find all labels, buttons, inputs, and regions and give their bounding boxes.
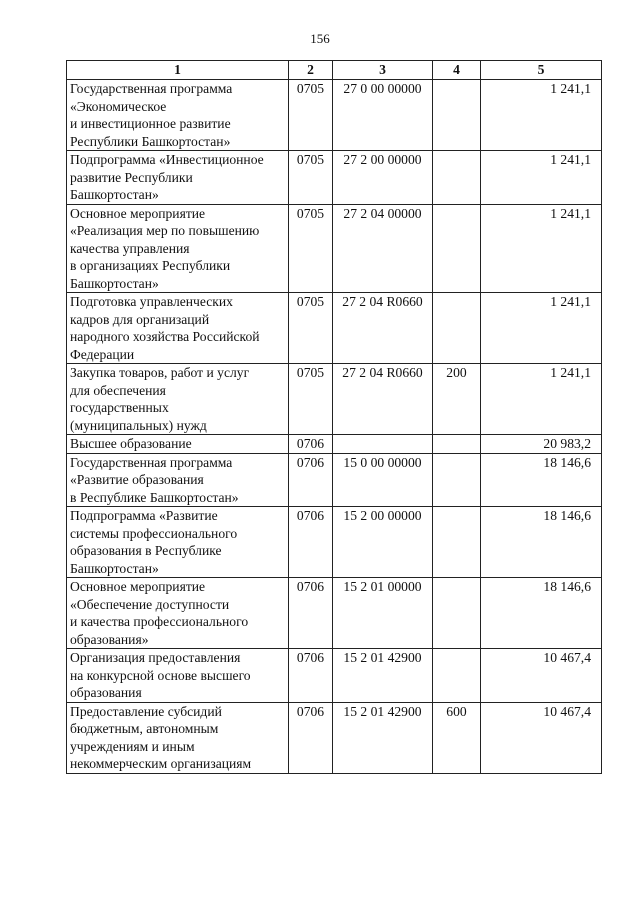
table-row <box>67 151 602 205</box>
row-target-code-cell: 15 2 00 00000 <box>333 507 433 578</box>
row-target-code-cell: 27 2 04 R0660 <box>333 293 433 364</box>
row-target-code-cell <box>333 435 433 454</box>
row-name-cell: Основное мероприятие «Обеспечение доступности и качества профессионального образования» <box>67 578 289 649</box>
row-name-cell: Подпрограмма «Развитие системы профессионального образования в Республике Башкортостан» <box>67 507 289 578</box>
table-row <box>67 80 602 151</box>
header-col-1: 1 <box>67 61 289 80</box>
row-section-cell: 0705 <box>289 364 333 435</box>
row-target-code-cell: 15 0 00 00000 <box>333 453 433 507</box>
row-expense-type-cell <box>433 80 481 151</box>
row-expense-type-cell: 600 <box>433 702 481 773</box>
row-section-cell: 0705 <box>289 80 333 151</box>
row-amount-cell: 1 241,1 <box>481 364 602 435</box>
row-section-cell: 0706 <box>289 578 333 649</box>
row-section-cell: 0706 <box>289 702 333 773</box>
row-amount-cell: 18 146,6 <box>481 578 602 649</box>
row-name-cell: Основное мероприятие «Реализация мер по повышению качества управления в организациях Республики Башкортостан» <box>67 204 289 293</box>
row-expense-type-cell <box>433 507 481 578</box>
row-section-cell: 0706 <box>289 453 333 507</box>
row-amount-cell: 10 467,4 <box>481 702 602 773</box>
table-body <box>67 80 602 774</box>
row-target-code-cell: 27 0 00 00000 <box>333 80 433 151</box>
row-name-cell: Подготовка управленческих кадров для организаций народного хозяйства Российской Федерации <box>67 293 289 364</box>
row-amount-cell: 1 241,1 <box>481 204 602 293</box>
row-target-code-cell: 27 2 04 00000 <box>333 204 433 293</box>
row-section-cell: 0706 <box>289 507 333 578</box>
row-amount-cell: 18 146,6 <box>481 507 602 578</box>
budget-table <box>66 60 602 774</box>
row-target-code-cell: 27 2 04 R0660 <box>333 364 433 435</box>
row-expense-type-cell <box>433 151 481 205</box>
table-row <box>67 364 602 435</box>
table-row <box>67 649 602 703</box>
table-header-row <box>67 61 602 80</box>
table-row <box>67 435 602 454</box>
table-row <box>67 453 602 507</box>
table-row <box>67 204 602 293</box>
row-name-cell: Государственная программа «Развитие образования в Республике Башкортостан» <box>67 453 289 507</box>
row-name-cell: Предоставление субсидий бюджетным, автономным учреждениям и иным некоммерческим организациям <box>67 702 289 773</box>
row-section-cell: 0706 <box>289 435 333 454</box>
row-name-cell: Организация предоставления на конкурсной основе высшего образования <box>67 649 289 703</box>
row-amount-cell: 1 241,1 <box>481 293 602 364</box>
row-expense-type-cell <box>433 578 481 649</box>
page-number: 156 <box>310 31 330 46</box>
row-expense-type-cell: 200 <box>433 364 481 435</box>
row-expense-type-cell <box>433 649 481 703</box>
row-amount-cell: 20 983,2 <box>481 435 602 454</box>
row-expense-type-cell <box>433 435 481 454</box>
table-row <box>67 507 602 578</box>
row-section-cell: 0706 <box>289 649 333 703</box>
row-target-code-cell: 15 2 01 42900 <box>333 649 433 703</box>
row-section-cell: 0705 <box>289 204 333 293</box>
header-col-5: 5 <box>481 61 602 80</box>
table-row <box>67 578 602 649</box>
table-row <box>67 702 602 773</box>
header-col-3: 3 <box>333 61 433 80</box>
row-name-cell: Подпрограмма «Инвестиционное развитие Республики Башкортостан» <box>67 151 289 205</box>
row-amount-cell: 10 467,4 <box>481 649 602 703</box>
row-amount-cell: 1 241,1 <box>481 151 602 205</box>
row-name-cell: Высшее образование <box>67 435 289 454</box>
table-row <box>67 293 602 364</box>
row-target-code-cell: 15 2 01 00000 <box>333 578 433 649</box>
row-section-cell: 0705 <box>289 293 333 364</box>
row-amount-cell: 18 146,6 <box>481 453 602 507</box>
row-expense-type-cell <box>433 453 481 507</box>
row-amount-cell: 1 241,1 <box>481 80 602 151</box>
row-expense-type-cell <box>433 204 481 293</box>
header-col-2: 2 <box>289 61 333 80</box>
row-name-cell: Закупка товаров, работ и услуг для обеспечения государственных (муниципальных) нужд <box>67 364 289 435</box>
header-col-4: 4 <box>433 61 481 80</box>
row-expense-type-cell <box>433 293 481 364</box>
row-target-code-cell: 15 2 01 42900 <box>333 702 433 773</box>
row-name-cell: Государственная программа «Экономическое и инвестиционное развитие Республики Башкортостан» <box>67 80 289 151</box>
row-target-code-cell: 27 2 00 00000 <box>333 151 433 205</box>
row-section-cell: 0705 <box>289 151 333 205</box>
